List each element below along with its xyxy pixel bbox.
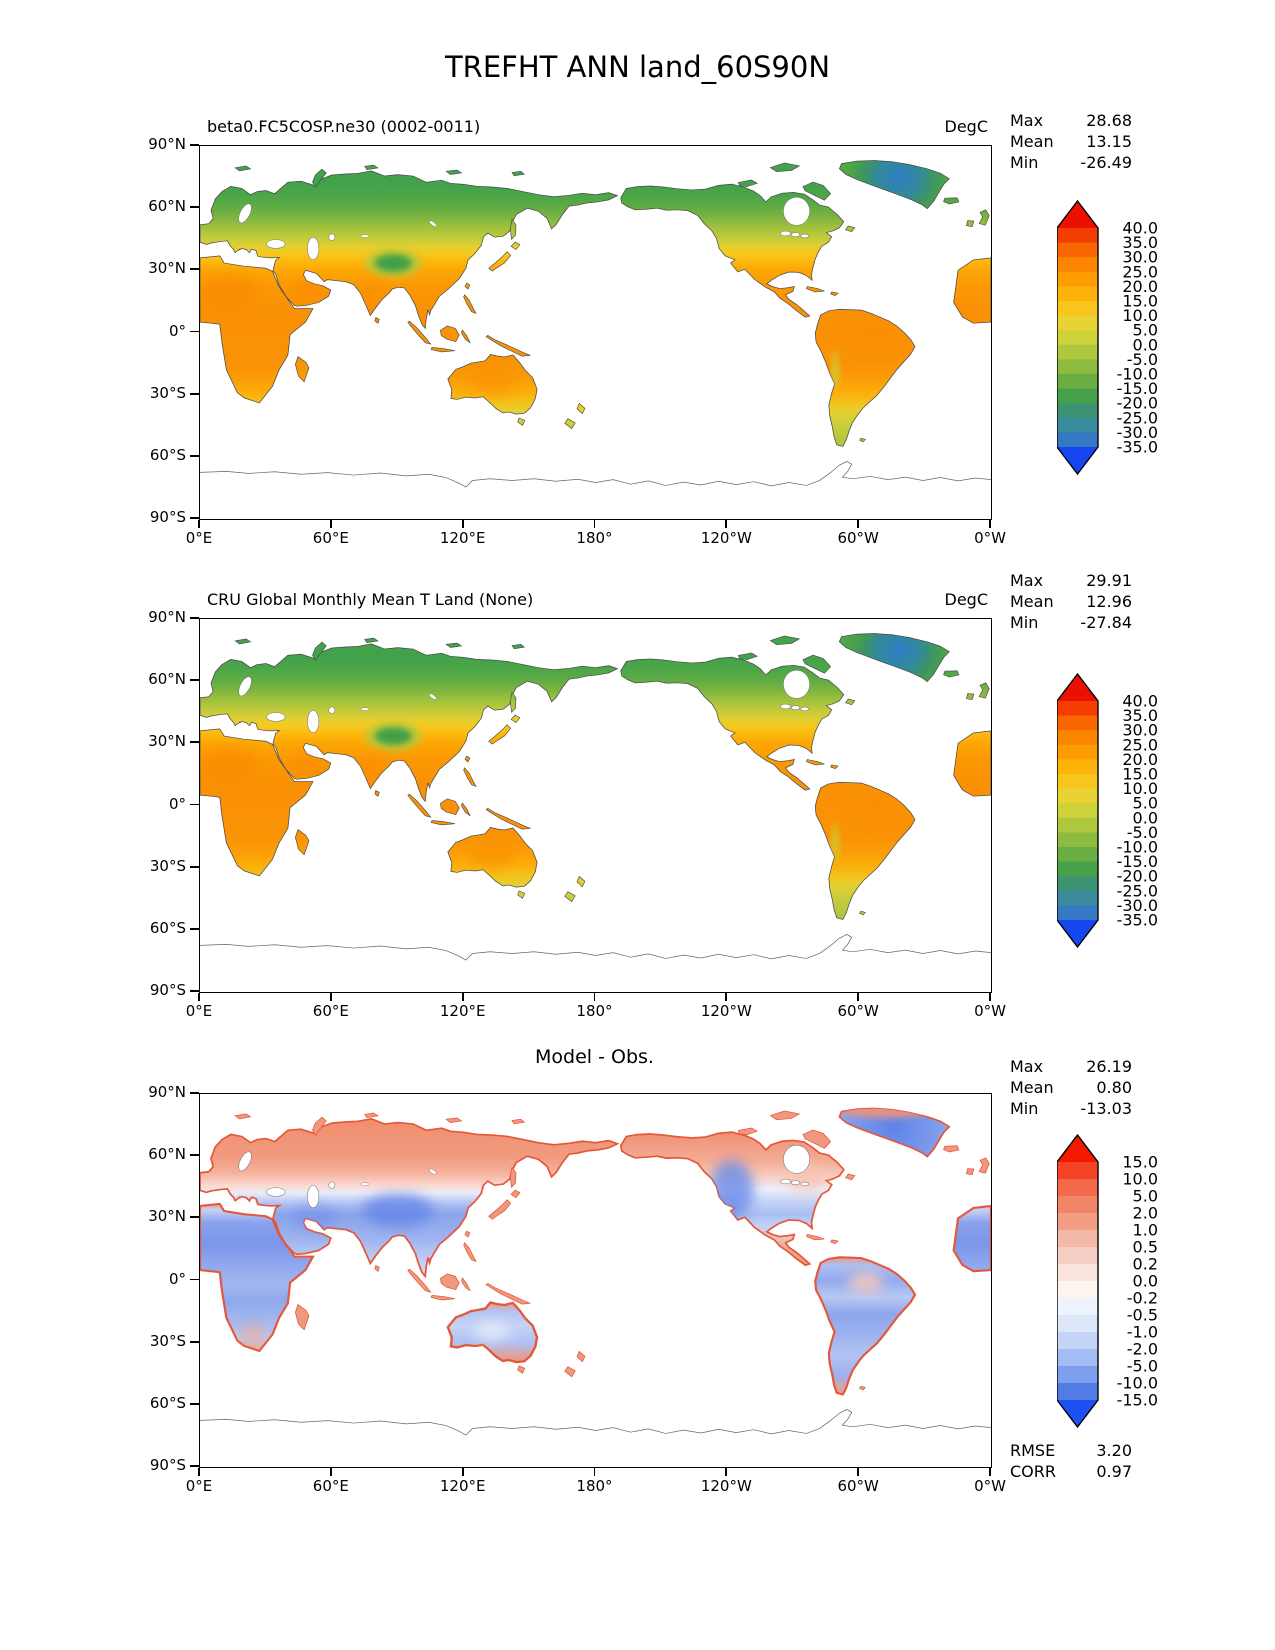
- y-tick-label: 60°N: [148, 197, 186, 216]
- x-tick-mark: [462, 1468, 464, 1476]
- x-tick-mark: [989, 520, 991, 528]
- stat-value: 28.68: [1086, 111, 1132, 130]
- x-tick-label: 180°: [576, 1477, 613, 1495]
- colorbar-tick-label: 40.0: [1122, 218, 1158, 238]
- x-tick-mark: [989, 993, 991, 1001]
- y-tick-label: 60°N: [148, 1145, 186, 1164]
- x-tick-label: 180°: [576, 529, 613, 547]
- stat-label: Mean: [1010, 1078, 1054, 1097]
- x-tick-label: 60°E: [312, 1002, 349, 1020]
- y-tick-mark: [190, 679, 199, 681]
- x-tick-label: 120°E: [439, 529, 486, 547]
- y-tick-label: 60°N: [148, 670, 186, 689]
- rmse-label: RMSE: [1010, 1441, 1056, 1460]
- x-tick-label: 0°E: [185, 1477, 213, 1495]
- stat-value: -27.84: [1080, 613, 1132, 632]
- world-map-obs: [200, 619, 991, 992]
- y-tick-mark: [190, 741, 199, 743]
- colorbar-tick-label: -20.0: [1116, 393, 1158, 413]
- colorbar-svg: [1057, 1133, 1177, 1431]
- world-map-model: [200, 146, 991, 519]
- stat-value: 13.15: [1086, 132, 1132, 151]
- colorbar-tick-label: -15.0: [1116, 852, 1158, 872]
- x-tick-label: 180°: [576, 1002, 613, 1020]
- colorbar-tick-label: 5.0: [1132, 320, 1158, 340]
- colorbar-tick-label: -2.0: [1126, 1339, 1158, 1359]
- y-tick-mark: [190, 393, 199, 395]
- colorbar-tick-label: -20.0: [1116, 866, 1158, 886]
- y-tick-mark: [190, 206, 199, 208]
- y-tick-mark: [190, 1403, 199, 1405]
- colorbar-tick-label: 35.0: [1122, 233, 1158, 253]
- panel1-stats: [1010, 110, 1132, 173]
- corr-label: CORR: [1010, 1462, 1056, 1481]
- stat-value: 26.19: [1086, 1057, 1132, 1076]
- x-tick-label: 120°E: [439, 1002, 486, 1020]
- colorbar-tick-label: 30.0: [1122, 720, 1158, 740]
- figure-title: TREFHT ANN land_60S90N: [444, 50, 831, 84]
- stat-value: -26.49: [1080, 153, 1132, 172]
- y-tick-mark: [190, 1216, 199, 1218]
- x-tick-mark: [462, 993, 464, 1001]
- x-tick-mark: [330, 1468, 332, 1476]
- map-model: [199, 145, 992, 520]
- colorbar-tick-label: 0.0: [1132, 1271, 1158, 1291]
- x-tick-label: 60°W: [837, 1477, 879, 1495]
- colorbar-tick-label: 5.0: [1132, 793, 1158, 813]
- stat-label: Max: [1010, 1057, 1044, 1076]
- colorbar-tick-label: 40.0: [1122, 691, 1158, 711]
- colorbar-tick-label: 10.0: [1122, 779, 1158, 799]
- colorbar-tick-label: 15.0: [1122, 764, 1158, 784]
- y-tick-label: 90°N: [148, 1083, 186, 1101]
- y-tick-mark: [190, 1092, 199, 1094]
- y-tick-mark: [190, 866, 199, 868]
- panel3-title: Model - Obs.: [535, 1046, 654, 1068]
- x-tick-mark: [594, 993, 596, 1001]
- colorbar-tick-label: -30.0: [1116, 422, 1158, 442]
- panel1-subtitle: beta0.FC5COSP.ne30 (0002-0011): [207, 117, 481, 136]
- colorbar-tick-label: -1.0: [1126, 1322, 1158, 1342]
- y-tick-mark: [190, 517, 199, 519]
- stat-label: Mean: [1010, 592, 1054, 611]
- stat-label: Mean: [1010, 132, 1054, 151]
- colorbar-tick-label: 20.0: [1122, 749, 1158, 769]
- y-tick-label: 90°S: [149, 508, 186, 526]
- colorbar-tick-label: -5.0: [1126, 349, 1158, 369]
- colorbar-difference: [1057, 1133, 1177, 1435]
- y-tick-mark: [190, 1154, 199, 1156]
- x-tick-label: 0°E: [185, 1002, 213, 1020]
- stat-label: Max: [1010, 571, 1044, 590]
- y-tick-mark: [190, 1465, 199, 1467]
- y-tick-label: 60°S: [149, 918, 186, 937]
- colorbar-tick-label: 10.0: [1122, 306, 1158, 326]
- x-tick-label: 60°W: [837, 1002, 879, 1020]
- x-tick-mark: [857, 520, 859, 528]
- x-tick-mark: [462, 520, 464, 528]
- colorbar-tick-label: 0.0: [1132, 808, 1158, 828]
- colorbar-tick-label: -25.0: [1116, 408, 1158, 428]
- x-tick-label: 60°E: [312, 529, 349, 547]
- stat-label: Min: [1010, 1099, 1039, 1118]
- x-tick-label: 0°W: [974, 1002, 1006, 1020]
- colorbar-tick-label: 1.0: [1132, 1220, 1158, 1240]
- x-tick-mark: [725, 993, 727, 1001]
- colorbar-tick-label: -25.0: [1116, 881, 1158, 901]
- stat-label: Max: [1010, 111, 1044, 130]
- x-tick-mark: [330, 993, 332, 1001]
- colorbar-temperature-obs: [1057, 672, 1177, 955]
- stat-label: Min: [1010, 153, 1039, 172]
- rmse-value: 3.20: [1096, 1441, 1132, 1460]
- y-tick-label: 30°S: [149, 1331, 186, 1350]
- y-tick-mark: [190, 455, 199, 457]
- colorbar-tick-label: -10.0: [1116, 837, 1158, 857]
- y-tick-label: 90°S: [149, 1456, 186, 1474]
- x-tick-label: 120°W: [700, 1477, 752, 1495]
- stat-value: 29.91: [1086, 571, 1132, 590]
- colorbar-tick-label: 25.0: [1122, 735, 1158, 755]
- x-tick-mark: [857, 993, 859, 1001]
- colorbar-svg: [1057, 199, 1177, 478]
- map-obs: [199, 618, 992, 993]
- colorbar-svg: [1057, 672, 1177, 951]
- x-tick-label: 60°W: [837, 529, 879, 547]
- corr-value: 0.97: [1096, 1462, 1132, 1481]
- x-tick-mark: [725, 520, 727, 528]
- colorbar-temperature-model: [1057, 199, 1177, 482]
- y-tick-mark: [190, 928, 199, 930]
- y-tick-mark: [190, 1341, 199, 1343]
- x-tick-mark: [594, 1468, 596, 1476]
- y-tick-label: 60°S: [149, 445, 186, 464]
- colorbar-tick-label: 30.0: [1122, 247, 1158, 267]
- y-tick-mark: [190, 617, 199, 619]
- y-tick-label: 0°: [168, 1269, 186, 1288]
- map-diff: [199, 1093, 992, 1468]
- x-tick-mark: [594, 520, 596, 528]
- colorbar-tick-label: -35.0: [1116, 910, 1158, 930]
- x-tick-label: 0°W: [974, 1477, 1006, 1495]
- x-tick-label: 120°W: [700, 1002, 752, 1020]
- y-tick-mark: [190, 990, 199, 992]
- y-tick-mark: [190, 331, 199, 333]
- y-tick-label: 0°: [168, 794, 186, 813]
- y-tick-label: 0°: [168, 321, 186, 340]
- stat-value: 12.96: [1086, 592, 1132, 611]
- x-tick-label: 0°E: [185, 529, 213, 547]
- colorbar-tick-label: -10.0: [1116, 1373, 1158, 1393]
- y-tick-label: 30°S: [149, 383, 186, 402]
- panel2-stats: [1010, 570, 1132, 633]
- panel3-stats: [1010, 1056, 1132, 1119]
- x-tick-mark: [330, 520, 332, 528]
- y-tick-label: 30°N: [148, 259, 186, 278]
- x-tick-mark: [725, 1468, 727, 1476]
- y-tick-label: 90°N: [148, 608, 186, 626]
- y-tick-label: 30°N: [148, 1207, 186, 1226]
- colorbar-tick-label: 2.0: [1132, 1203, 1158, 1223]
- world-map-diff: [200, 1094, 991, 1467]
- colorbar-tick-label: 20.0: [1122, 276, 1158, 296]
- y-tick-label: 90°S: [149, 981, 186, 999]
- y-tick-mark: [190, 1279, 199, 1281]
- colorbar-tick-label: 15.0: [1122, 1152, 1158, 1172]
- colorbar-tick-label: 0.5: [1132, 1237, 1158, 1257]
- colorbar-tick-label: -5.0: [1126, 1356, 1158, 1376]
- colorbar-tick-label: -15.0: [1116, 1390, 1158, 1410]
- stat-label: Min: [1010, 613, 1039, 632]
- y-tick-label: 30°S: [149, 856, 186, 875]
- x-tick-label: 120°E: [439, 1477, 486, 1495]
- x-tick-mark: [989, 1468, 991, 1476]
- colorbar-tick-label: -0.2: [1126, 1288, 1158, 1308]
- x-tick-mark: [857, 1468, 859, 1476]
- x-tick-mark: [198, 520, 200, 528]
- colorbar-tick-label: 10.0: [1122, 1169, 1158, 1189]
- colorbar-tick-label: 35.0: [1122, 706, 1158, 726]
- panel3-skill-stats: [1010, 1440, 1132, 1482]
- colorbar-tick-label: 0.2: [1132, 1254, 1158, 1274]
- stat-value: -13.03: [1080, 1099, 1132, 1118]
- colorbar-tick-label: -30.0: [1116, 895, 1158, 915]
- y-tick-mark: [190, 268, 199, 270]
- x-tick-mark: [198, 1468, 200, 1476]
- colorbar-tick-label: -15.0: [1116, 379, 1158, 399]
- colorbar-tick-label: -35.0: [1116, 437, 1158, 457]
- x-tick-label: 60°E: [312, 1477, 349, 1495]
- stat-value: 0.80: [1096, 1078, 1132, 1097]
- panel2-subtitle: CRU Global Monthly Mean T Land (None): [207, 590, 534, 609]
- y-tick-mark: [190, 804, 199, 806]
- colorbar-tick-label: -0.5: [1126, 1305, 1158, 1325]
- colorbar-tick-label: 15.0: [1122, 291, 1158, 311]
- x-tick-label: 120°W: [700, 529, 752, 547]
- colorbar-tick-label: -10.0: [1116, 364, 1158, 384]
- y-tick-label: 90°N: [148, 135, 186, 153]
- x-tick-mark: [198, 993, 200, 1001]
- colorbar-tick-label: -5.0: [1126, 822, 1158, 842]
- y-tick-label: 30°N: [148, 732, 186, 751]
- colorbar-tick-label: 25.0: [1122, 262, 1158, 282]
- colorbar-tick-label: 5.0: [1132, 1186, 1158, 1206]
- y-tick-label: 60°S: [149, 1393, 186, 1412]
- panel1-units: DegC: [944, 117, 988, 136]
- colorbar-tick-label: 0.0: [1132, 335, 1158, 355]
- x-tick-label: 0°W: [974, 529, 1006, 547]
- panel2-units: DegC: [944, 590, 988, 609]
- y-tick-mark: [190, 144, 199, 146]
